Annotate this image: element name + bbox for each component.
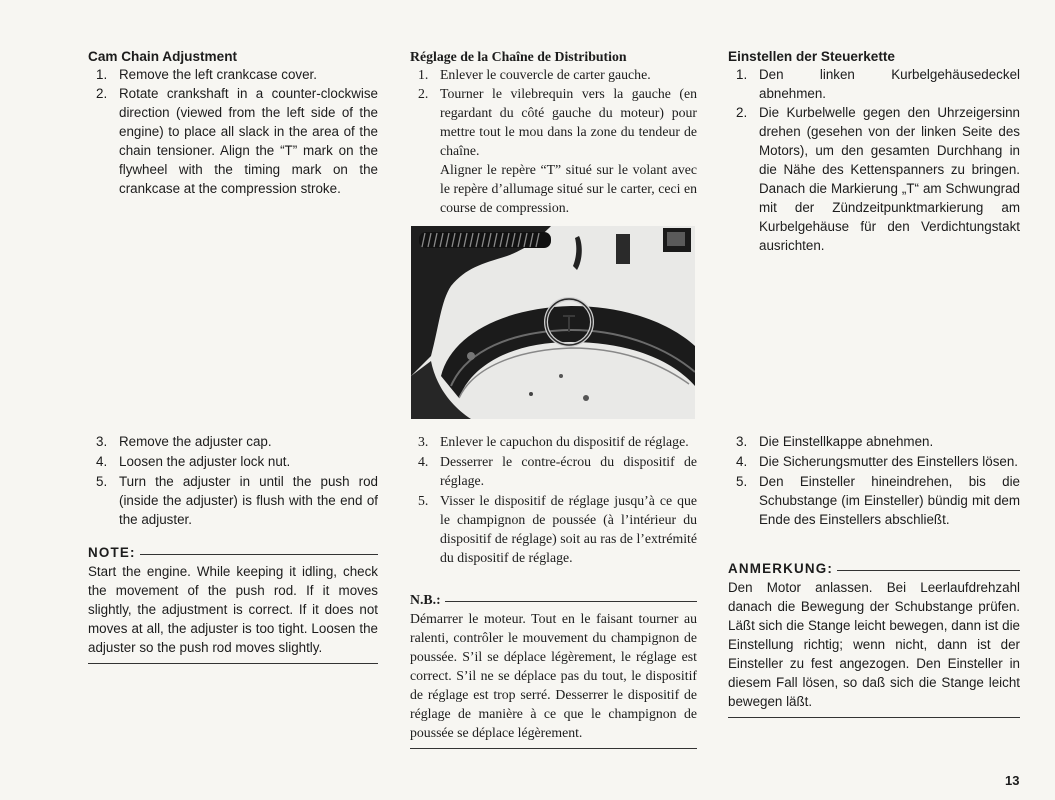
list-item: 5. Den Einsteller hineindrehen, bis die Schubstange (im Einsteller) bündig mit dem Ende des Einstellers abschließt.	[736, 474, 1020, 527]
section-heading: Einstellen der Steuerkette	[728, 49, 895, 64]
flywheel-timing-mark-photo	[411, 226, 695, 419]
list-item: 5. Visser le dispositif de réglage jusqu’à ce que le champignon de poussée (à l’intérieur du dispositif de réglage) soit au ras de l’extrémité du dispositif de réglage.	[418, 493, 697, 565]
note-box	[410, 590, 697, 749]
steps-list	[88, 65, 378, 198]
list-item: 3. Remove the adjuster cap.	[96, 434, 272, 449]
steps-list	[728, 65, 1020, 255]
steps-list	[728, 432, 1020, 530]
list-item: 2. Tourner le vilebrequin vers la gauche (en regardant du côté gauche du moteur) pour mettre tout le mou dans la zone du tendeur de chaîne. Aligner le repère “T” situé sur le volant avec le repère d’allumage situé sur le carter, ceci en course de compression.	[418, 86, 697, 215]
engine-photo-illustration	[411, 226, 695, 419]
list-item: 4. Desserrer le contre-écrou du dispositif de réglage.	[418, 454, 697, 488]
list-item: 5. Turn the adjuster in until the push rod (inside the adjuster) is flush with the end of the adjuster.	[96, 474, 378, 527]
note-label: NOTE:	[88, 545, 136, 560]
divider	[445, 601, 697, 602]
list-item: 2. Rotate crankshaft in a counter-clockwise direction (viewed from the left side of the engine) to place all slack in the area of the chain tensioner. Align the “T” mark on the flywheel with the timing mark on the crankcase at the compression stroke.	[96, 86, 378, 196]
divider	[140, 554, 378, 555]
note-text: Start the engine. While keeping it idling, check the movement of the push rod. If it moves slightly, the adjustment is correct. If it does not moves at all, the adjuster is too tight. Loosen the adjuster so the push rod moves slightly.	[88, 562, 378, 664]
list-item: 1. Enlever le couvercle de carter gauche.	[418, 67, 651, 82]
note-text: Démarrer le moteur. Tout en le faisant tourner au ralenti, contrôler le mouvement du champignon de poussée. S’il se déplace légèrement, le réglage est correct. S’il ne se déplace pas du tout, le dispositif de réglage est trop serré. Desserrer le dispositif de réglage de manière à ce que le champignon de poussée se déplace légèrement.	[410, 609, 697, 749]
list-item: 1. Remove the left crankcase cover.	[96, 67, 317, 82]
list-item: 1. Den linken Kurbelgehäusedeckel abnehmen.	[736, 67, 1020, 101]
note-box	[728, 559, 1020, 718]
note-text: Den Motor anlassen. Bei Leerlaufdrehzahl danach die Bewegung der Schubstange prüfen. Läßt sich die Stange leicht bewegen, dann ist die Einstellung richtig; wenn nicht, dann ist der Einsteller zu fest angezogen. Den Einsteller in diesem Fall lösen, so daß sich die Stange leicht bewegen läßt.	[728, 578, 1020, 718]
list-item: 3. Enlever le capuchon du dispositif de réglage.	[418, 434, 689, 449]
note-label: ANMERKUNG:	[728, 561, 833, 576]
section-heading: Réglage de la Chaîne de Distribution	[410, 49, 627, 64]
list-item: 4. Loosen the adjuster lock nut.	[96, 454, 291, 469]
section-heading: Cam Chain Adjustment	[88, 49, 238, 64]
note-box	[88, 543, 378, 664]
page-number: 13	[1005, 773, 1020, 788]
steps-list	[410, 65, 697, 217]
steps-list	[88, 432, 378, 530]
list-item: 3. Die Einstellkappe abnehmen.	[736, 434, 934, 449]
list-item: 4. Die Sicherungsmutter des Einstellers lösen.	[736, 454, 1019, 469]
list-item: 2. Die Kurbelwelle gegen den Uhrzeigersinn drehen (gesehen von der linken Seite des Motors), um den gesamten Durchhang in die Nähe des Kettenspanners zu bringen. Danach die Markierung „T“ am Schwungrad mit der Zündzeitpunktmarkierung am Kurbelgehäuse für den Verdichtungstakt ausrichten.	[736, 105, 1020, 253]
note-label: N.B.:	[410, 592, 441, 607]
steps-list	[410, 432, 697, 568]
divider	[837, 570, 1020, 571]
